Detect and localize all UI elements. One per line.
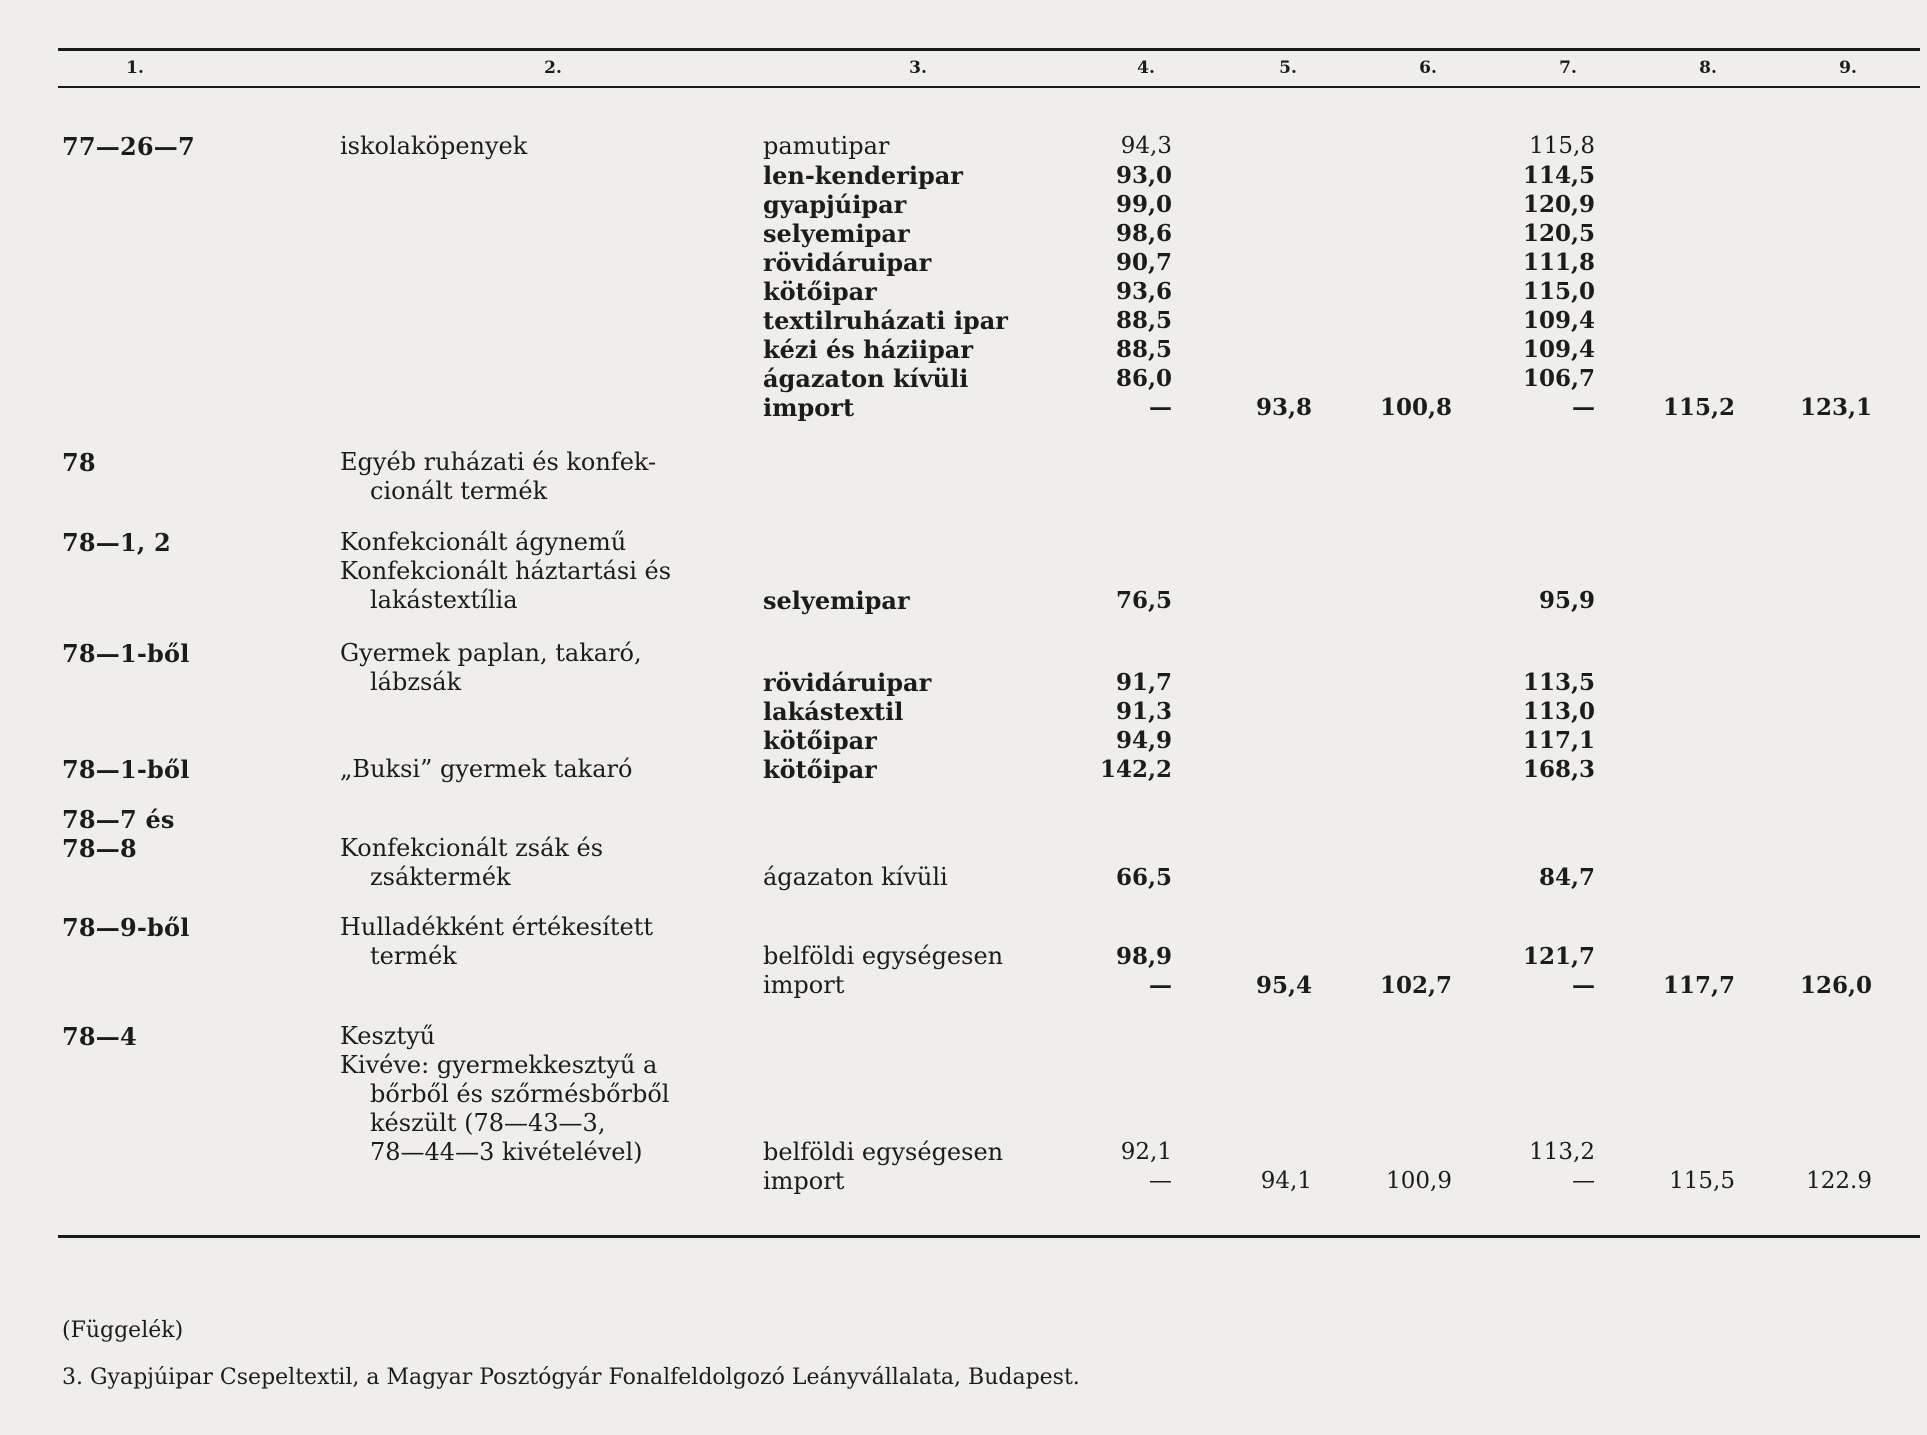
product-name-line: Gyermek paplan, takaró,: [340, 639, 642, 667]
branch-cell: gyapjúipar: [763, 190, 907, 219]
code-cell: 78—1, 2: [62, 528, 171, 557]
value-cell: —: [1149, 1168, 1172, 1194]
code-cell: 78—1-ből: [62, 639, 190, 668]
code-cell: 78—9-ből: [62, 913, 190, 942]
value-cell: 88,5: [1115, 336, 1172, 363]
value-cell: 91,3: [1115, 698, 1172, 725]
branch-cell: rövidáruipar: [763, 248, 932, 277]
value-cell: 93,8: [1255, 394, 1312, 421]
value-cell: 102,7: [1379, 972, 1452, 999]
column-header-3: 3.: [909, 58, 927, 78]
value-column-7: [1455, 1138, 1595, 1196]
value-cell: 113,5: [1522, 669, 1595, 696]
product-name-line: Konfekcionált zsák és: [340, 834, 604, 862]
value-column-4: [1032, 668, 1172, 755]
product-name-line: Hulladékként értékesített: [340, 913, 654, 941]
header-rule: [58, 86, 1920, 88]
value-cell: 168,3: [1522, 756, 1595, 783]
product-name: [340, 913, 720, 971]
value-cell: 84,7: [1538, 864, 1595, 891]
product-name-line: Kivéve: gyermekkesztyű a: [340, 1051, 658, 1079]
branch-cell: ágazaton kívüli: [763, 364, 969, 393]
value-cell: 117,7: [1662, 972, 1735, 999]
product-name-line: Kesztyű: [340, 1022, 436, 1050]
value-cell: 90,7: [1115, 249, 1172, 276]
value-cell: 117,1: [1522, 727, 1595, 754]
code-cell: 77—26—7: [62, 132, 195, 161]
value-cell: 111,8: [1522, 249, 1595, 276]
value-cell: 99,0: [1115, 191, 1172, 218]
value-column-4: [1032, 1138, 1172, 1196]
value-cell: 76,5: [1115, 587, 1172, 614]
branch-list: [763, 132, 1008, 422]
value-cell: 115,5: [1669, 1168, 1735, 1194]
value-cell: 122.9: [1806, 1168, 1872, 1194]
branch-cell: selyemipar: [763, 219, 910, 248]
value-cell: 92,1: [1120, 1139, 1172, 1165]
value-column-4: [1032, 942, 1172, 1000]
product-name: [340, 1022, 720, 1167]
branch-cell: len-kenderipar: [763, 161, 963, 190]
branch-cell: ágazaton kívüli: [763, 863, 948, 891]
value-cell: 94,9: [1115, 727, 1172, 754]
branch-cell: kézi és háziipar: [763, 335, 973, 364]
code-cell: 78: [62, 448, 96, 477]
footnote: 3. Gyapjúipar Csepeltextil, a Magyar Posztógyár Fonalfeldolgozó Leányvállalata, Budapest.: [62, 1365, 1080, 1390]
value-cell: 100,9: [1386, 1168, 1452, 1194]
value-cell: 109,4: [1522, 307, 1595, 334]
product-name-line: iskolaköpenyek: [340, 132, 528, 160]
product-name-line: termék: [370, 942, 457, 970]
value-cell: 120,5: [1522, 220, 1595, 247]
column-header-6: 6.: [1419, 58, 1437, 78]
value-column-7: [1455, 132, 1595, 422]
product-name-line: lábzsák: [370, 668, 462, 696]
value-column-7: [1455, 668, 1595, 755]
product-name: [340, 834, 720, 892]
value-cell: 114,5: [1522, 162, 1595, 189]
value-cell: 93,6: [1115, 278, 1172, 305]
value-cell: —: [1572, 972, 1595, 999]
branch-cell: belföldi egységesen: [763, 1138, 1004, 1166]
value-cell: 66,5: [1115, 864, 1172, 891]
branch-cell: kötőipar: [763, 755, 877, 784]
value-cell: 95,4: [1255, 972, 1312, 999]
column-header-9: 9.: [1839, 58, 1857, 78]
branch-cell: belföldi egységesen: [763, 942, 1004, 970]
code-cell: 78—8: [62, 834, 137, 863]
value-cell: 94,1: [1260, 1168, 1312, 1194]
value-cell: 86,0: [1115, 365, 1172, 392]
value-cell: 100,8: [1379, 394, 1452, 421]
value-cell: 120,9: [1522, 191, 1595, 218]
code-cell: 78—1-ből: [62, 755, 190, 784]
value-column-7: [1455, 942, 1595, 1000]
column-header-1: 1.: [126, 58, 144, 78]
branch-cell: kötőipar: [763, 726, 877, 755]
value-cell: —: [1149, 394, 1172, 421]
branch-cell: pamutipar: [763, 132, 890, 160]
value-cell: 98,9: [1115, 943, 1172, 970]
product-name-line: Egyéb ruházati és konfek-: [340, 448, 657, 476]
product-name: [340, 528, 720, 615]
bottom-rule: [58, 1235, 1920, 1238]
branch-cell: import: [763, 971, 845, 999]
column-header-8: 8.: [1699, 58, 1717, 78]
value-cell: 94,3: [1120, 133, 1172, 159]
value-column-4: [1032, 132, 1172, 422]
value-cell: —: [1572, 394, 1595, 421]
column-header-7: 7.: [1559, 58, 1577, 78]
value-cell: 115,2: [1662, 394, 1735, 421]
value-cell: 95,9: [1538, 587, 1595, 614]
value-cell: 123,1: [1799, 394, 1872, 421]
product-name-line: Konfekcionált ágynemű: [340, 528, 627, 556]
value-cell: 126,0: [1799, 972, 1872, 999]
branch-list: [763, 1138, 1003, 1196]
product-name: [340, 448, 720, 506]
branch-cell: import: [763, 393, 855, 422]
branch-list: [763, 942, 1003, 1000]
value-cell: 113,0: [1522, 698, 1595, 725]
product-name-line: „Buksi” gyermek takaró: [340, 755, 633, 783]
code-cell: 78—7 és: [62, 805, 175, 834]
value-cell: 113,2: [1529, 1139, 1595, 1165]
value-cell: 109,4: [1522, 336, 1595, 363]
value-cell: 142,2: [1099, 756, 1172, 783]
column-header-4: 4.: [1137, 58, 1155, 78]
product-name-line: bőrből és szőrmésbőrből: [370, 1080, 670, 1108]
branch-cell: kötőipar: [763, 277, 877, 306]
value-cell: 93,0: [1115, 162, 1172, 189]
value-cell: 88,5: [1115, 307, 1172, 334]
value-cell: 91,7: [1115, 669, 1172, 696]
top-rule: [58, 48, 1920, 51]
value-cell: —: [1149, 972, 1172, 999]
code-cell: 78—4: [62, 1022, 137, 1051]
branch-cell: lakástextil: [763, 697, 904, 726]
branch-list: [763, 668, 931, 755]
product-name-line: zsáktermék: [370, 863, 511, 891]
branch-cell: textilruházati ipar: [763, 306, 1008, 335]
value-cell: 106,7: [1522, 365, 1595, 392]
product-name-line: cionált termék: [370, 477, 548, 505]
product-name-line: 78—44—3 kivételével): [370, 1138, 643, 1166]
branch-cell: selyemipar: [763, 586, 910, 615]
column-header-5: 5.: [1279, 58, 1297, 78]
product-name: [340, 132, 720, 161]
product-name-line: készült (78—43—3,: [370, 1109, 606, 1137]
value-cell: 115,8: [1529, 133, 1595, 159]
appendix-label: (Függelék): [62, 1318, 184, 1343]
value-cell: 98,6: [1115, 220, 1172, 247]
product-name: [340, 755, 720, 784]
column-header-2: 2.: [544, 58, 562, 78]
product-name-line: Konfekcionált háztartási és: [340, 557, 672, 585]
value-cell: 121,7: [1522, 943, 1595, 970]
value-cell: 115,0: [1522, 278, 1595, 305]
branch-cell: import: [763, 1167, 845, 1195]
value-cell: —: [1572, 1168, 1595, 1194]
branch-cell: rövidáruipar: [763, 668, 932, 697]
product-name-line: lakástextília: [370, 586, 518, 614]
product-name: [340, 639, 720, 697]
